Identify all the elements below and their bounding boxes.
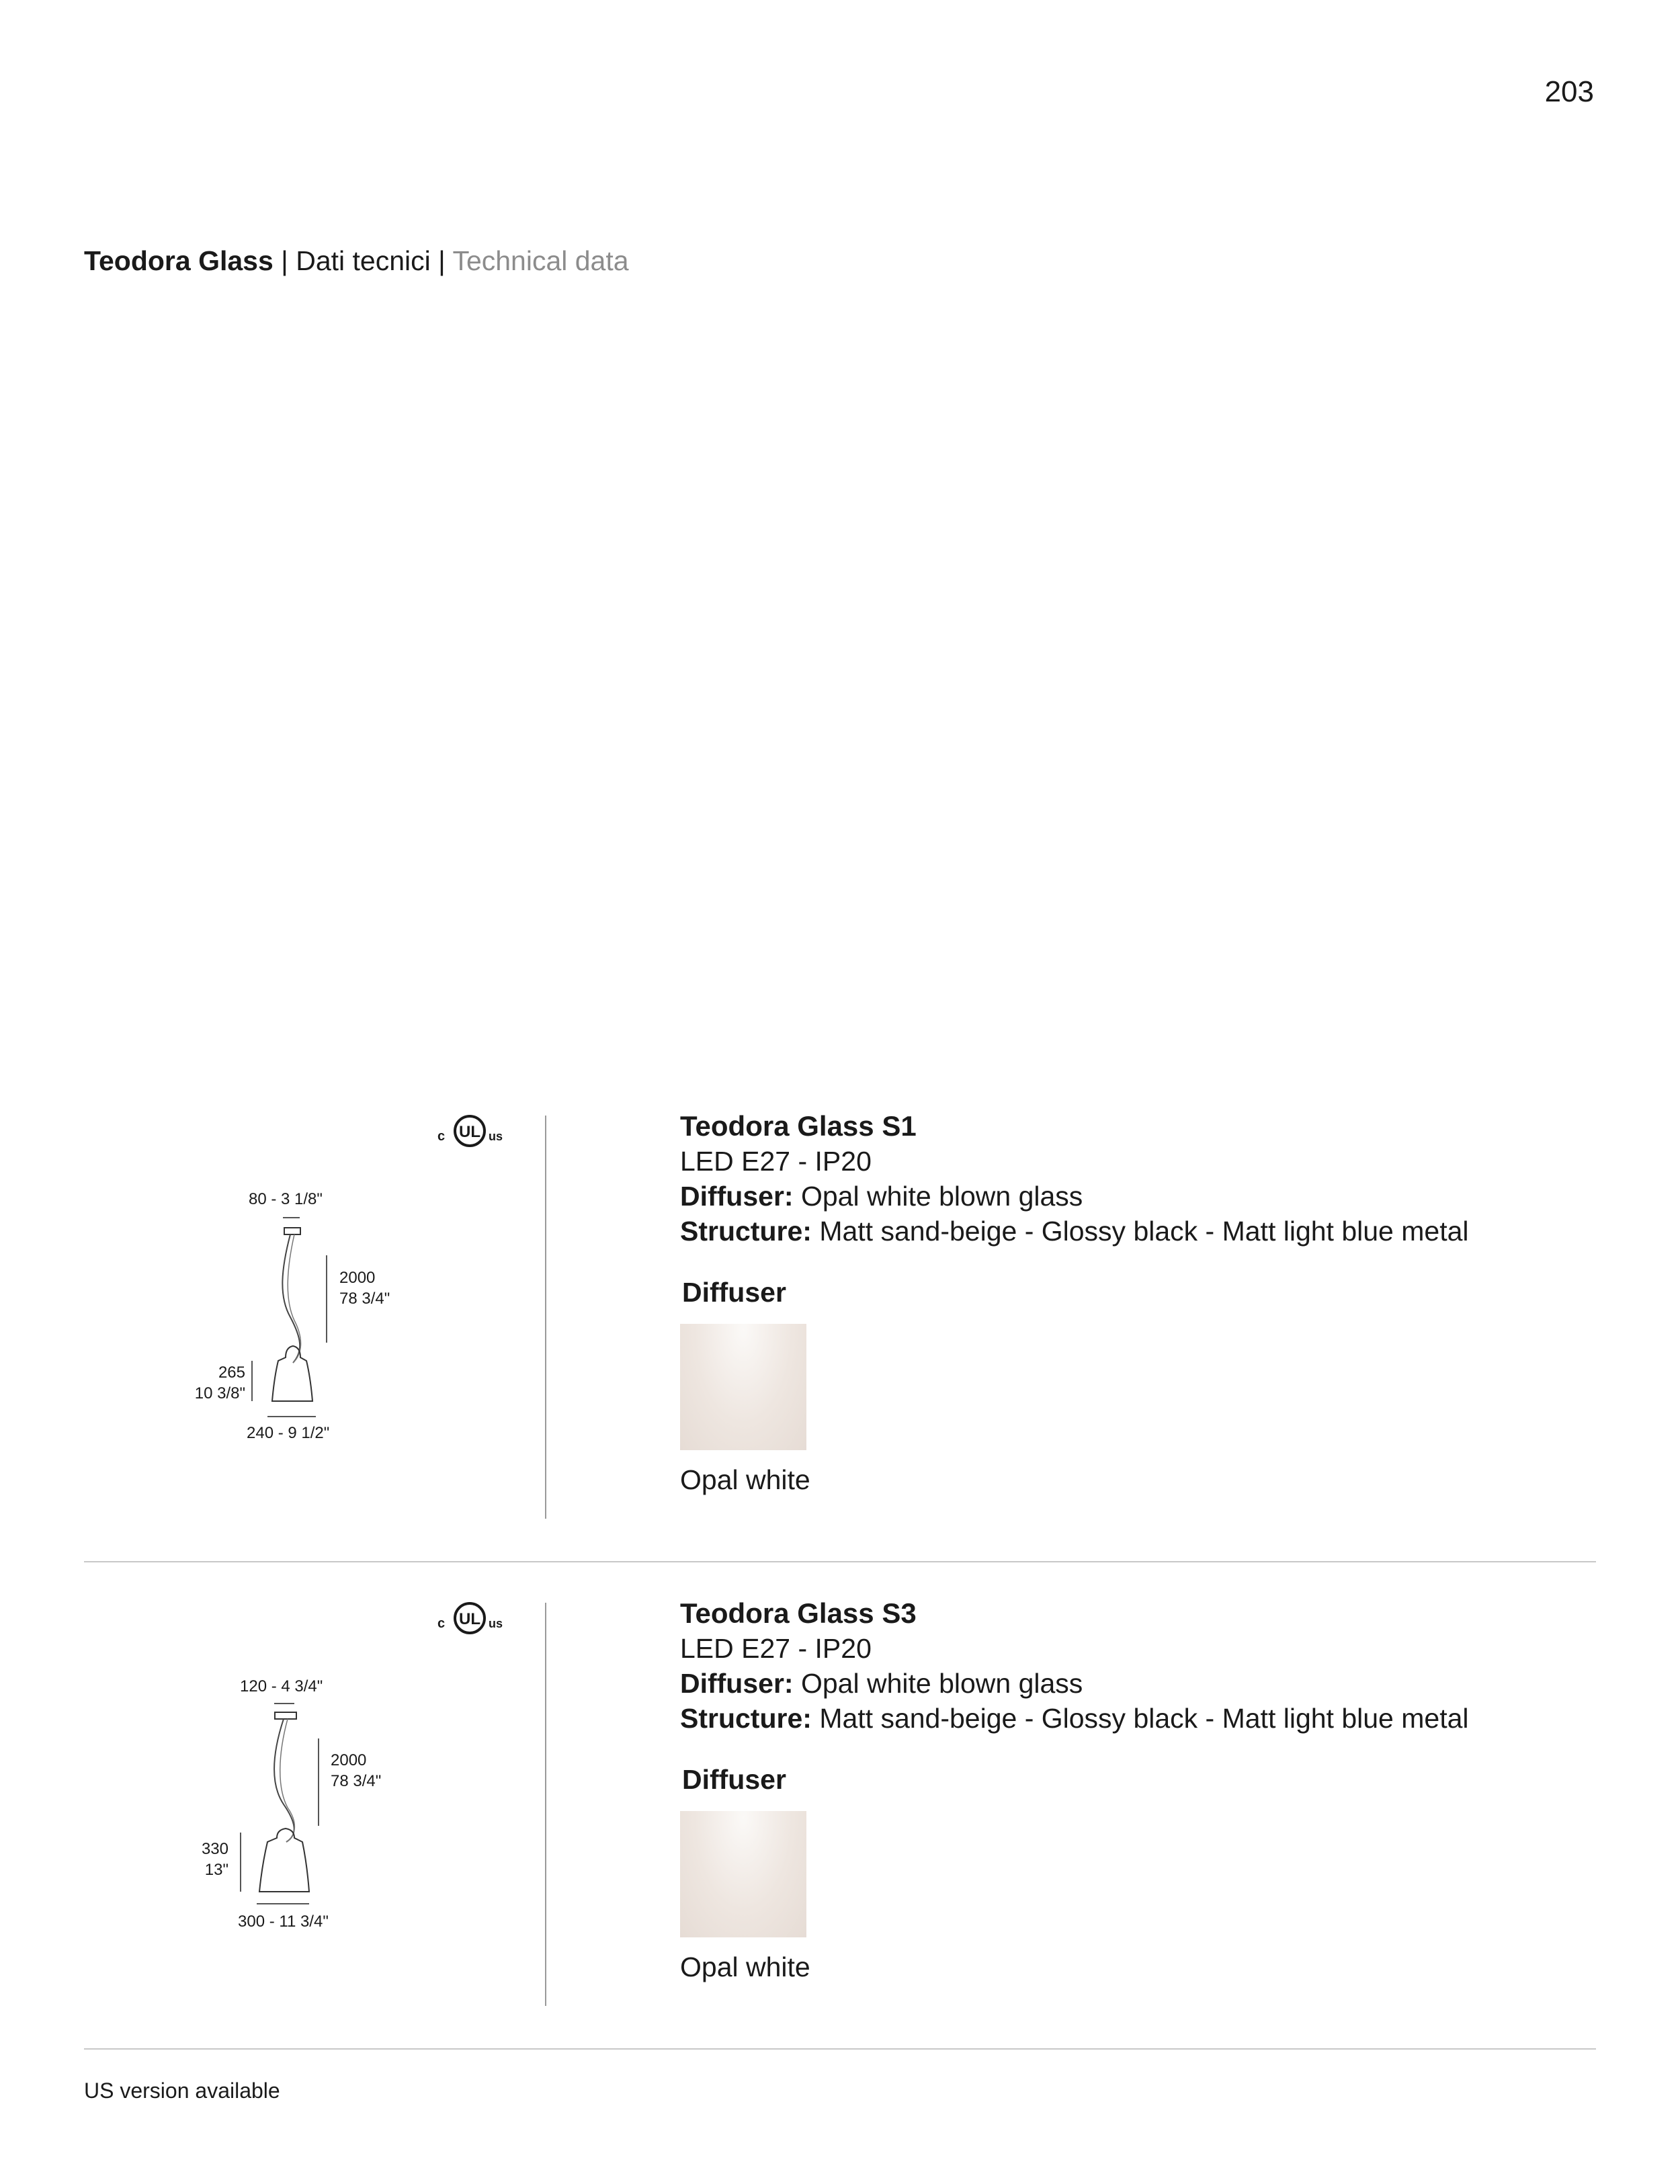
footnote: US version available <box>84 2078 280 2103</box>
dim-canopy: 80 - 3 1/8" <box>249 1190 323 1208</box>
page-number: 203 <box>1544 75 1594 108</box>
dim-height-mm: 330 <box>201 1840 228 1858</box>
structure-spec <box>680 1701 1469 1736</box>
vertical-divider <box>545 1603 546 2006</box>
dim-cable-mm: 2000 <box>331 1751 367 1769</box>
dim-cable-in: 78 3/4" <box>331 1772 382 1790</box>
product-info-s3 <box>680 1596 1469 1736</box>
swatch-title: Diffuser <box>682 1764 786 1795</box>
technical-drawing-s1 <box>0 1095 538 1566</box>
diffuser-label: Diffuser: <box>680 1181 794 1212</box>
diffuser-value: Opal white blown glass <box>793 1181 1083 1212</box>
section-divider <box>84 2048 1596 2050</box>
section-divider <box>84 1561 1596 1562</box>
header-separator: | <box>430 245 453 276</box>
ul-us-text: us <box>489 1617 503 1630</box>
header-italian-subtitle: Dati tecnici <box>296 245 431 276</box>
diffuser-label: Diffuser: <box>680 1668 794 1699</box>
dim-height-in: 10 3/8" <box>194 1384 245 1402</box>
header-separator: | <box>273 245 296 276</box>
header-english-subtitle: Technical data <box>452 245 629 276</box>
technical-drawing-s3 <box>0 1583 538 2053</box>
dim-height-mm: 265 <box>218 1363 245 1382</box>
vertical-divider <box>545 1116 546 1519</box>
swatch-title: Diffuser <box>682 1277 786 1308</box>
dim-height-in: 13" <box>204 1861 228 1879</box>
light-source: LED E27 - IP20 <box>680 1633 872 1664</box>
pendant-lamp-drawing <box>0 1583 538 2053</box>
page-title <box>84 245 629 277</box>
product-name: Teodora Glass S3 <box>680 1597 917 1629</box>
structure-spec <box>680 1214 1469 1249</box>
ul-us-text: us <box>489 1130 503 1143</box>
product-section-s1 <box>0 1095 1680 1566</box>
pendant-lamp-drawing <box>0 1095 538 1566</box>
dim-canopy: 120 - 4 3/4" <box>240 1677 323 1695</box>
product-info-s1 <box>680 1109 1469 1249</box>
light-source: LED E27 - IP20 <box>680 1146 872 1177</box>
dim-cable-mm: 2000 <box>339 1269 376 1287</box>
ul-c-text: c <box>437 1129 446 1144</box>
ul-text: UL <box>459 1123 480 1141</box>
color-swatch-opal-white <box>680 1811 806 1937</box>
swatch-label: Opal white <box>680 1464 810 1495</box>
diffuser-spec <box>680 1666 1469 1701</box>
diffuser-value: Opal white blown glass <box>793 1668 1083 1699</box>
diffuser-spec <box>680 1179 1469 1214</box>
product-name: Teodora Glass S1 <box>680 1110 917 1142</box>
dim-width: 300 - 11 3/4" <box>238 1913 329 1931</box>
structure-label: Structure: <box>680 1703 812 1734</box>
swatch-label: Opal white <box>680 1951 810 1982</box>
dim-width: 240 - 9 1/2" <box>247 1424 330 1442</box>
ul-c-text: c <box>437 1616 446 1631</box>
color-swatch-opal-white <box>680 1324 806 1450</box>
structure-label: Structure: <box>680 1216 812 1247</box>
product-section-s3 <box>0 1583 1680 2053</box>
header-product-name: Teodora Glass <box>84 245 274 276</box>
structure-value: Matt sand-beige - Glossy black - Matt light blue metal <box>811 1703 1469 1734</box>
dim-cable-in: 78 3/4" <box>339 1290 390 1308</box>
structure-value: Matt sand-beige - Glossy black - Matt light blue metal <box>811 1216 1469 1247</box>
ul-text: UL <box>459 1610 480 1628</box>
